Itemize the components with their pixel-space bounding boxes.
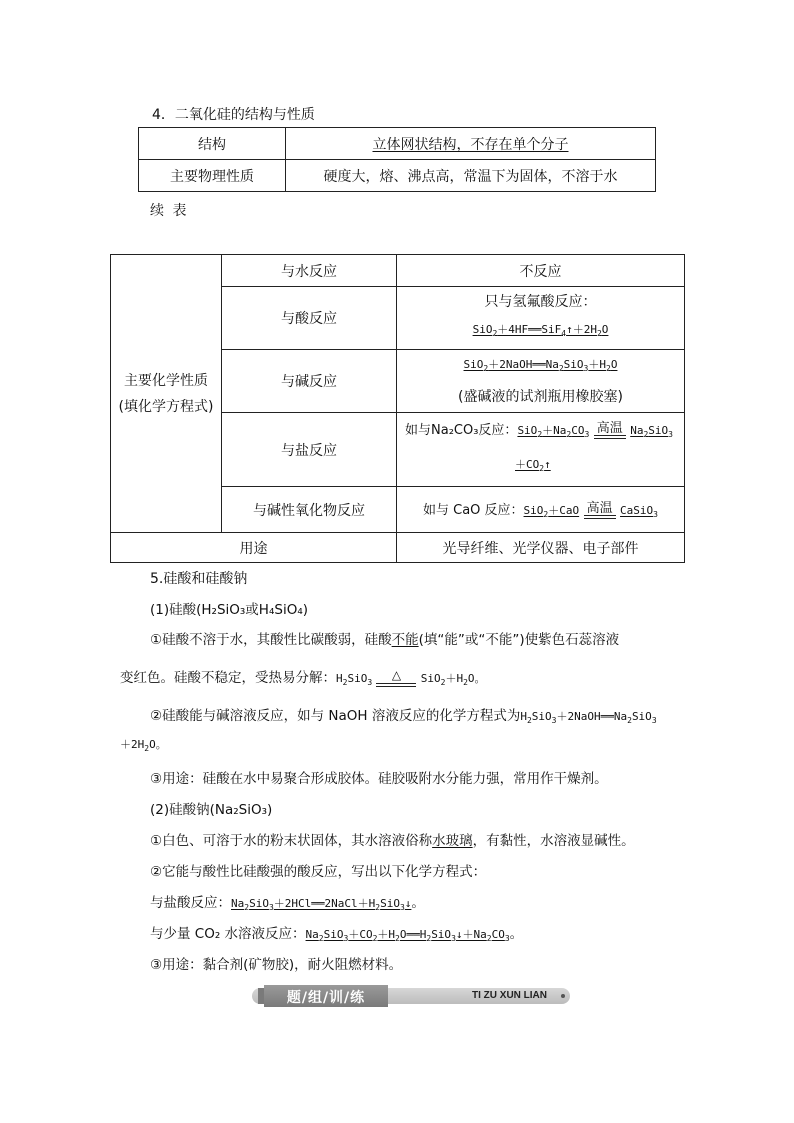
water-glass-answer: 水玻璃 bbox=[432, 833, 473, 849]
oxide-condition: 高温 bbox=[584, 501, 616, 519]
silicic-acid-p1: ①硅酸不溶于水，其酸性比碳酸弱，硅酸不能(填“能”或“不能”)使紫色石蕊溶液 bbox=[150, 632, 620, 648]
structure-label: 结构 bbox=[139, 128, 286, 160]
banner-dot-icon bbox=[561, 994, 565, 998]
banner-pinyin: TI ZU XUN LIAN bbox=[472, 990, 547, 1001]
base-label: 与碱反应 bbox=[222, 350, 397, 413]
silicic-acid-p2-cont: $+2H_2O$。 bbox=[120, 738, 167, 754]
hcl-reaction: 与盐酸反应：$Na_2SiO_3+2HCl══2NaCl+H_2SiO_3↓$。 bbox=[150, 895, 425, 913]
use-label: 用途 bbox=[111, 533, 397, 563]
oxide-label: 与碱性氧化物反应 bbox=[222, 487, 397, 533]
sodium-silicate-p1: ①白色、可溶于水的粉末状固体，其水溶液俗称水玻璃，有黏性，水溶液显碱性。 bbox=[150, 833, 635, 849]
salt-prefix: 如与Na₂CO₃反应： bbox=[405, 422, 518, 438]
oxide-prefix: 如与 CaO 反应： bbox=[423, 503, 524, 519]
silicic-acid-p3: ③用途：硅酸在水中易聚合形成胶体。硅胶吸附水分能力强，常用作干燥剂。 bbox=[150, 771, 608, 787]
physical-label: 主要物理性质 bbox=[139, 160, 286, 192]
silicic-acid-subheading: (1)硅酸(H₂SiO₃或H₄SiO₄) bbox=[150, 602, 308, 618]
base-equation: $SiO_2+2NaOH══Na_2SiO_3+H_2O$ bbox=[463, 357, 618, 374]
water-label: 与水反应 bbox=[222, 255, 397, 287]
answer-blank: 不能 bbox=[391, 632, 419, 648]
acid-equation: $SiO_2+4HF══SiF_4↑+2H_2O$ bbox=[472, 322, 609, 339]
salt-condition: 高温 bbox=[594, 421, 626, 439]
use-value: 光导纤维、光学仪器、电子部件 bbox=[397, 533, 685, 563]
chem-group-label bbox=[111, 255, 222, 533]
chem-group-label-1: 主要化学性质 bbox=[124, 372, 208, 389]
banner-title: 题/组/训/练 bbox=[286, 990, 366, 1006]
salt-equation-tail: $+CO_2↑$ bbox=[515, 458, 551, 474]
physical-value: 硬度大，熔、沸点高，常温下为固体，不溶于水 bbox=[286, 160, 656, 192]
heat-condition: △ bbox=[376, 669, 416, 687]
silicic-acid-p2: ②硅酸能与碱溶液反应，如与 NaOH 溶液反应的化学方程式为$H_2SiO_3+2NaOH══Na_2SiO_3$ bbox=[150, 708, 657, 726]
acid-label: 与酸反应 bbox=[222, 287, 397, 350]
water-value: 不反应 bbox=[397, 255, 685, 287]
base-note: (盛碱液的试剂瓶用橡胶塞) bbox=[458, 389, 623, 406]
section4-heading: 4．二氧化硅的结构与性质 bbox=[152, 107, 315, 123]
salt-label: 与盐反应 bbox=[222, 413, 397, 487]
practice-banner bbox=[252, 985, 570, 1007]
continued-label: 续 表 bbox=[150, 203, 189, 219]
co2-reaction: 与少量 CO₂ 水溶液反应：$Na_2SiO_3+CO_2+H_2O══H_2SiO_3↓+Na_2CO_3$。 bbox=[150, 926, 524, 944]
sodium-silicate-p2: ②它能与酸性比硅酸强的酸反应，写出以下化学方程式： bbox=[150, 864, 487, 880]
chemistry-table bbox=[110, 254, 685, 563]
sodium-silicate-use: ③用途：黏合剂(矿物胶)，耐火阻燃材料。 bbox=[150, 957, 403, 973]
oxide-value: 如与 CaO 反应：SiO$_2$＋CaO 高温 CaSiO$_3$ bbox=[397, 487, 685, 533]
section5-heading: 5.硅酸和硅酸钠 bbox=[150, 571, 248, 587]
salt-value: 如与Na₂CO₃反应：$SiO_2+Na_2CO_3$ 高温 $Na_2SiO_3$ $+CO_2↑$ bbox=[397, 413, 685, 487]
structure-table bbox=[138, 127, 656, 192]
acid-value bbox=[397, 287, 685, 350]
structure-value: 立体网状结构，不存在单个分子 bbox=[286, 128, 656, 160]
base-value bbox=[397, 350, 685, 413]
sodium-silicate-subheading: (2)硅酸钠(Na₂SiO₃) bbox=[150, 802, 273, 818]
chem-group-label-2: (填化学方程式) bbox=[118, 398, 214, 415]
silicic-acid-p1-cont: 变红色。硅酸不稳定，受热易分解：$H_2SiO_3$ △ $SiO_2+H_2O$。 bbox=[120, 668, 486, 688]
acid-value-text: 只与氢氟酸反应： bbox=[484, 293, 597, 310]
